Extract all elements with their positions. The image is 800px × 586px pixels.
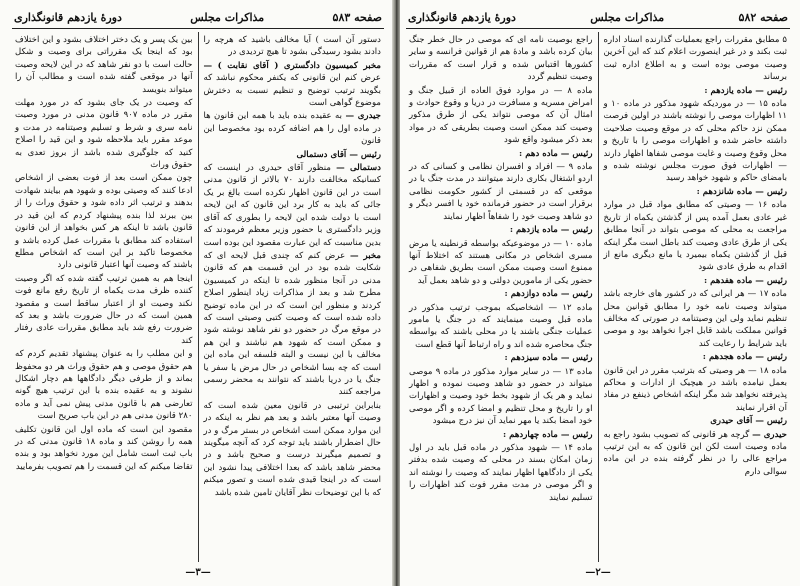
- speaker-label: رئیس — ماده هفدهم :: [703, 275, 787, 286]
- right-page: [404, 6, 792, 580]
- right-page-number: صفحه ۵۸۲: [738, 10, 788, 24]
- paragraph-text: چون ممکن است بعد از فوت بعضی از اشخاص ادعا کنند که وصیتی بوده و شهود هم بیایند شهادت بدهند و ترتیب اثر داده شود و حقوق وراث را از بین ببرند لذا بنده پیشنهاد کردم که این قید در قانون باشد تا اینکه هر کس بخواهد از این قانون استفاده کند مطابق با مقررات عمل کرده باشد و مخصوصا تاکید بر این است که اشخاص مطلع باشند که وصیت آنها اعتبار قانونی دارد: [15, 173, 193, 271]
- paragraph: [409, 34, 593, 84]
- paragraph-text: راجع بوصیت نامه ای که موصی در حال خطر جنگ بیان کرده باشد و مادهٔ هم از قوانین فرانسه و سایر کشورها اقتباس شده و قرار است که مقررات وصیت تنظیم گردد: [409, 35, 593, 83]
- paragraph: [15, 273, 193, 347]
- left-page-col-1: [199, 32, 387, 562]
- left-header-rule: [12, 28, 384, 29]
- paragraph: [204, 34, 382, 59]
- speaker-label: رئیس — ماده دوازدهم :: [504, 289, 593, 300]
- paragraph-text: گرچه هر قانونی که تصویب بشود راجع به ماده وصیت است لکن این قانون که به این ترتیب مراجع عالی را در نظر گرفته بنده در این ماده سوالی دارم: [603, 429, 787, 477]
- column-divider: [598, 32, 599, 562]
- paragraph-text: عرض کنم این قانونی که یکنفر محکوم نباشد که بگویند ترتیب توضیح و تنظیم نسبت به دخترش موضوع گواهی است: [203, 73, 381, 109]
- right-folio: —۲—: [585, 567, 611, 578]
- paragraph: [604, 429, 788, 479]
- paragraph: [409, 429, 593, 441]
- paragraph: [409, 85, 593, 147]
- paragraph-text: منظور آقای حیدری در اینست که کسانیکه مخالفت دارند ۷۰ بالاتر از قانون مدنی است در این قانون اظهار نکرده است بالغ بر یک جائی که باید به کار برد این قانون که این لایحه است با دولت شده این لایحه را بطوری که آقای وزیر دادگستری با حضور وزیر معظم فرمودند که بدین مناسبت که این عبارت مقصود این بوده است: [203, 163, 382, 248]
- right-page-col-2: [404, 32, 598, 562]
- paragraph: [15, 34, 193, 96]
- paragraph: [604, 351, 788, 363]
- paragraph: [604, 415, 788, 427]
- paragraph-text: ماده ۱۰ — در موضوعیکه بواسطه قرنطینه یا مرض مسری اشخاص در مکانی هستند که اختلاط آنها ممنوع است وصیت ممکن است بطریق شفاهی در حضور یکی از مامورین دولتی و دو شاهد بعمل آید: [409, 238, 593, 286]
- left-page-number: صفحه ۵۸۳: [332, 10, 382, 24]
- speaker-label: رئیس — ماده یازدهم :: [704, 85, 787, 96]
- left-columns: [10, 32, 386, 562]
- paragraph: [409, 161, 593, 223]
- paragraph: [409, 366, 593, 428]
- paragraph-text: بین یک پسر و یک دختر اختلاف بشود و این اختلاف بود که اینجا یک مقرراتی برای وصیت و شکل حالت است با دو نفر شاهد که در این لایحه وصیت آنها در موقعی گفته شده است و مطالب آن را میتواند بنویسد: [15, 35, 193, 95]
- paragraph-text: ماده ۹ — افراد و افسران نظامی و کسانی که در اردو اشتغال بکاری دارند میتوانند در مدت جنگ یا در موقعی که در قسمتی از کشور حکومت نظامی برقرار است در حضور فرمانده خود یا افسر دیگر و دو شاهد وصیت خود را شفاهاً اظهار نمایند: [409, 162, 593, 222]
- book-gutter: [392, 0, 400, 586]
- right-term-title: دورهٔ یازدهم قانونگذاری: [408, 10, 516, 24]
- speaker-label: مخبر —: [349, 250, 381, 261]
- paragraph: [604, 85, 788, 97]
- paragraph-text: ماده ۱۸ — هر وصیتی که بترتیب مقرر در این قانون بعمل نیامده باشد در هیچیک از ادارات و محاکم پذیرفته نخواهد شد مگر اینکه اشخاص ذینفع در مفاد آن اقرار نمایند: [603, 365, 787, 413]
- speaker-label: رئیس — آقای حیدری: [710, 416, 787, 427]
- left-session-title: مذاکرات مجلس: [190, 10, 265, 24]
- speaker-label: رئیس — ماده شانزدهم :: [696, 186, 787, 197]
- paragraph-text: ۵ مطابق مقررات راجع بعملیات گذارنده اسناد اداره ثبت بکند و در غیر اینصورت اعلام کند که این آخرین وصیت موصی بوده است و به اطلاع اداره ثبت برساند: [603, 35, 787, 83]
- paragraph: [204, 110, 382, 147]
- paragraph: [204, 162, 382, 249]
- paragraph-text: ماده ۱۵ — در موردیکه شهود مذکور در ماده ۱۰ و ۱۱ اظهارات موصی را نوشته باشند در اولین فرصت ممکن نزد حاکم محلی که در موقع وصیت صلاحیت داشته حاضر شده و اظهارات موصی را با تاریخ و محل وقوع وصیت و غایت موصی شفاها اظهار دارند — اظهارات فوق صورت مجلس نوشته شده و بامضای حاکم و شهود خواهد رسید: [603, 99, 787, 184]
- left-page-col-2: [10, 32, 198, 562]
- paragraph-text: عرض کنم که چندی قبل لایحه ای که شکایت شده بود در این قسمت هم که قانون مدنی در آنجا منظور شده تا اینکه در کمیسیون مطرح شد و بعد از مذاکرات زیاد اینطور اصلاح کردند و منظور این است که در این ماده توضیح داده شده است که وصیت کتبی وصیتی است که در موقع مرگ در حضور دو نفر شاهد نوشته شود و ممکن است که شهود هم نباشند و این هم مخالف با این نیست و البته فلسفه این ماده این است که چه بسا اشخاص در حال مرض یا سفر یا جنگ یا در دریا باشند که نتوانند به محضر رسمی مراجعه کنند: [203, 250, 381, 398]
- paragraph: [604, 98, 788, 185]
- speaker-label: رئیس — ماده چهاردهم :: [503, 429, 593, 440]
- speaker-label: رئیس — ماده یازدهم :: [509, 225, 593, 236]
- paragraph-text: مقصود این است که ماده اول این قانون تکلیف همه را روشن کند و ماده ۱۸ قانون مدنی که در باب ثبت است شامل این مورد نخواهد بود و بنده تقاضا میکنم که این قسمت را هم تصویب بفرمایید: [15, 424, 193, 472]
- paragraph: [409, 238, 593, 288]
- paragraph-text: اینجا هم به همین ترتیب گفته شده که اگر وصیت کننده ظرف مدت یکماه از تاریخ رفع مانع فوت نکند وصیت او از اعتبار ساقط است و مقصود همین است که در حال ضرورت باشد و بعد که ضرورت رفع شد باید مطابق مقررات عادی رفتار کند: [15, 273, 193, 346]
- speaker-label: رئیس — ماده هجدهم :: [702, 352, 787, 363]
- speaker-label: رئیس — ماده دهم :: [519, 148, 593, 159]
- paragraph-text: و این مطلب را به عنوان پیشنهاد تقدیم کردم که هم حقوق موصی و هم حقوق وراث هر دو محفوظ بماند و از طرفی دیگر دادگاهها هم دچار اشکال نشوند و به عقیده بنده با این ترتیب هیچ گونه تعارضی هم با قانون مدنی پیش نمی آید و ماده ۲۸۰ قانون مدنی هم در این باب صریح است: [15, 349, 193, 422]
- paragraph-text: ماده ۸ — در موارد فوق العاده از قبیل جنگ و امراض مسریه و مسافرت در دریا و وقوع حوادث و امثال آن که موصی نتواند یکی از طرق مذکور وصیت کند ممکن است وصیت بطریقی که در مواد بعد ذکر میشود واقع شود: [409, 85, 593, 146]
- speaker-label: رئیس — آقای دستمالی: [296, 149, 381, 160]
- paragraph: [204, 250, 382, 399]
- paragraph: [604, 34, 788, 84]
- column-divider: [198, 32, 199, 562]
- right-session-title: مذاکرات مجلس: [590, 10, 665, 24]
- paragraph-text: بنابراین ترتیبی در قانون معین شده است که وصیت آنها معتبر باشد و بعد هم نظر به اینکه در این موارد ممکن است اشخاص در بستر مرگ و در حال اضطرار باشند باید توجه کرد که آنچه میگویند و تصمیم میگیرند درست و صحیح باشد و در محضر شاهد باشد که بعدا اختلافی پیدا نشود این است که در اینجا قیدی شده است و تصور میکنم که با این توضیحات نظر آقایان تامین شده باشد: [203, 400, 381, 498]
- left-term-title: دورهٔ یازدهم قانونگذاری: [14, 10, 122, 24]
- paragraph-text: ماده ۱۲ — اشخاصیکه بموجب ترتیب مذکور در ماده قبل وصیت مینمایند که در جنگ یا مامور عملیات جنگی باشند یا در محلی باشند که بواسطه جنگ محاصره شده اند و راه ارتباط آنها قطع است: [409, 302, 593, 350]
- paragraph: [409, 288, 593, 300]
- paragraph: [204, 60, 382, 110]
- paragraph: [15, 424, 193, 474]
- paragraph: [604, 186, 788, 198]
- paragraph: [204, 400, 382, 499]
- paragraph-text: که وصیت در یک جای بشود که در مورد مهلت مقرر در ماده ۹۰۷ قانون مدنی در مورد وصیت نامه سری و شرط و تسلیم وصیتنامه در مدت و موعد مقرر باید ملاحظه شود و این قید را اصلاح کنید که جلوگیری شده باشد از بروز تعدی به حقوق وراث: [15, 98, 193, 171]
- paragraph: [604, 288, 788, 350]
- paragraph: [409, 302, 593, 352]
- paragraph-text: دستور آن است ) آیا مخالف باشید که هرچه را دادند بشود رسیدگی بشود تا هیچ تردیدی در: [203, 35, 381, 58]
- right-columns: [404, 32, 792, 562]
- paragraph-text: به عقیده بنده باید با همه این قانون ها در ماده اول را هم اضافه کرده بود مخصوصا این قانون: [203, 111, 381, 147]
- speaker-label: حیدری —: [752, 429, 787, 440]
- paragraph-text: ماده ۱۳ — در سایر موارد مذکور در ماده ۹ موصی میتواند در حضور دو شاهد وصیت نموده و اظهار نماید و هر یک از شهود بخط خود وصیت و اظهارات او را تاریخ و محل تنظیم و امضا کرده و اگر موصی خود امضا بکند یا مهر نماید آن نیز درج میشود: [409, 366, 593, 427]
- left-page-header: [10, 6, 386, 28]
- paragraph: [204, 149, 382, 161]
- speaker-label: رئیس — ماده سیزدهم :: [504, 353, 593, 364]
- left-page: [10, 6, 386, 580]
- speaker-label: جیدری —: [345, 111, 381, 122]
- paragraph: [409, 442, 593, 504]
- paragraph-text: ماده ۱۴ — شهود مذکور در ماده قبل باید در اول زمان امکان بسند در محلی که وصیت شده بدفتر یکی از دادگاهها اظهار نمایند که وصیت را نوشته اند و اگر موصی در مدت مقرر فوت کند اظهارات را تسلیم نمایند: [409, 443, 593, 503]
- paragraph: [604, 365, 788, 415]
- paragraph: [409, 148, 593, 160]
- right-page-col-1: [599, 32, 793, 562]
- speaker-label: دستمالی —: [336, 163, 381, 174]
- paragraph-text: ماده ۱۷ — هر ایرانی که در کشور های خارجه باشد میتواند وصیت نامه خود را مطابق قوانین محل تنظیم نماید ولی این وصیتنامه در صورتی که مخالف قوانین مملکت باشد قابل اجرا نخواهد بود و موصی باید شرایط را رعایت کند: [603, 289, 787, 349]
- paragraph: [409, 352, 593, 364]
- right-header-rule: [406, 28, 790, 29]
- paragraph: [409, 224, 593, 236]
- paragraph-text: ماده ۱۶ — وصیتی که مطابق مواد قبل در موارد غیر عادی بعمل آمده پس از گذشتن یکماه از تاریخ مراجعت به محلی که موصی بتواند در آنجا مطابق یکی از طرق عادی وصیت کند باطل است مگر اینکه قبل از گذشتن یکماه بیمیرد یا مانع دیگری مانع از اقدام به طرق عادی شود: [603, 200, 787, 273]
- paragraph: [15, 97, 193, 171]
- paragraph: [604, 199, 788, 273]
- paragraph: [15, 172, 193, 271]
- paragraph: [15, 348, 193, 422]
- speaker-label: مخبر کمیسیون دادگستری ( آقای نقابت ) —: [203, 60, 381, 71]
- paragraph: [604, 275, 788, 287]
- left-folio: —۳—: [185, 567, 211, 578]
- right-page-header: [404, 6, 792, 28]
